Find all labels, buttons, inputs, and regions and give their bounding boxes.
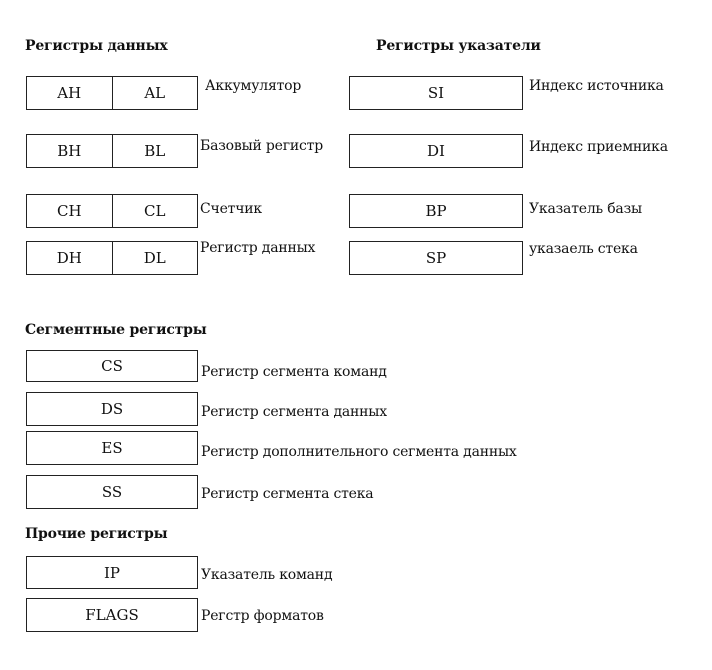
register-di-description: Индекс приемника — [529, 139, 668, 155]
register-sp-box — [349, 241, 523, 275]
register-ss: SS — [101, 483, 123, 501]
register-di: DI — [427, 142, 445, 160]
register-si-box — [349, 76, 523, 110]
register-flags: FLAGS — [85, 606, 139, 624]
register-es-description: Регистр дополнительного сегмента данных — [201, 444, 517, 460]
register-sp: SP — [425, 249, 447, 267]
register-ss-box — [26, 475, 198, 509]
register-cs-box — [26, 350, 198, 382]
register-cs: CS — [101, 357, 123, 375]
register-bx-box — [26, 134, 198, 168]
register-ip-description: Указатель команд — [201, 567, 333, 583]
register-ah: AH — [57, 84, 82, 102]
register-dh: DH — [56, 249, 82, 267]
register-flags-description: Регстр форматов — [201, 608, 324, 624]
register-ch: CH — [56, 202, 82, 220]
register-cs-description: Регистр сегмента команд — [201, 364, 387, 380]
register-cl: CL — [112, 195, 198, 227]
register-di-box — [349, 134, 523, 168]
register-ds-description: Регистр сегмента данных — [201, 404, 387, 420]
register-dx-box — [26, 241, 198, 275]
register-dl: DL — [112, 242, 198, 274]
register-sp-description: указаель стека — [529, 241, 638, 257]
register-ip: IP — [103, 563, 121, 582]
register-ds-box — [26, 392, 198, 426]
data-registers-heading: Регистры данных — [25, 38, 168, 54]
register-dx-description: Регистр данных — [200, 240, 316, 256]
register-flags-box — [26, 598, 198, 632]
register-es: ES — [101, 439, 123, 457]
register-bp-description: Указатель базы — [529, 201, 642, 217]
register-ax-description: Аккумулятор — [205, 78, 302, 94]
other-registers-heading: Прочие регистры — [25, 526, 168, 542]
register-ss-description: Регистр сегмента стека — [201, 486, 374, 502]
register-bp: BP — [425, 202, 447, 220]
register-bh: BH — [57, 142, 82, 160]
segment-registers-heading: Сегментные регистры — [25, 322, 207, 338]
register-bx-description: Базовый регистр — [200, 138, 323, 154]
register-bl: BL — [112, 135, 198, 167]
register-bp-box — [349, 194, 523, 228]
register-ax-box — [26, 76, 198, 110]
register-ip-box — [26, 556, 198, 589]
register-si-description: Индекс источника — [529, 78, 664, 94]
register-al: AL — [112, 77, 198, 109]
register-si: SI — [427, 84, 445, 102]
register-cx-description: Счетчик — [200, 201, 262, 217]
register-cx-box — [26, 194, 198, 228]
register-es-box — [26, 431, 198, 465]
pointer-registers-heading: Регистры указатели — [376, 38, 541, 54]
register-ds: DS — [100, 400, 124, 418]
